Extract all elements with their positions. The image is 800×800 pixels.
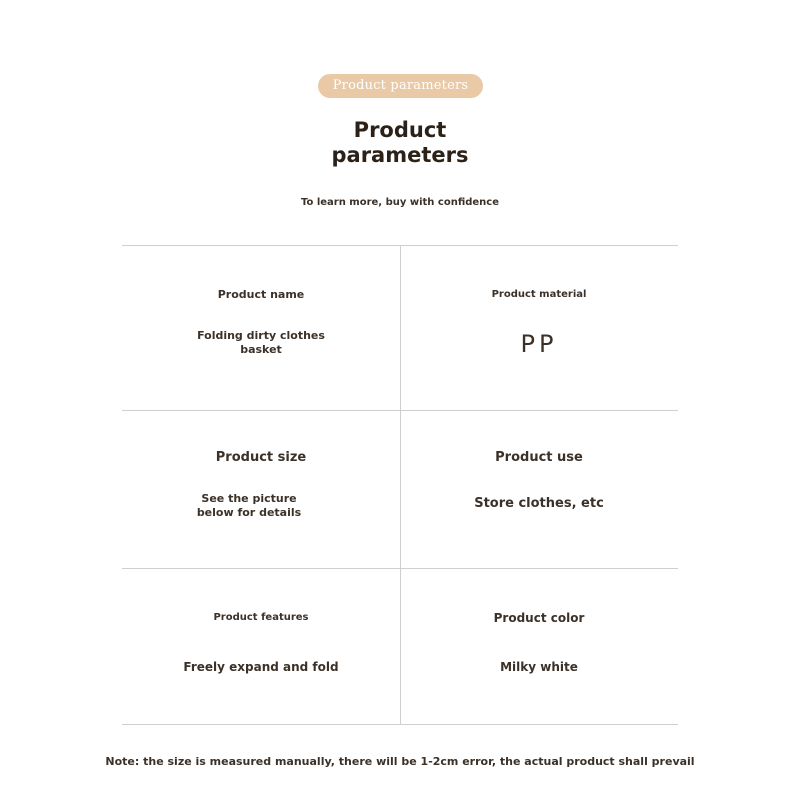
param-label: Product size [215, 450, 307, 465]
param-cell-product-features [122, 568, 400, 724]
param-value-line-1: Folding dirty clothes [197, 329, 325, 342]
param-cell-product-name [122, 245, 400, 410]
param-value-line-2: basket [240, 343, 282, 356]
param-value: Milky white [500, 660, 578, 674]
param-cell-product-use [400, 410, 678, 568]
page-subtitle: To learn more, buy with confidence [300, 197, 500, 208]
page-title [250, 118, 550, 168]
param-value [110, 492, 388, 520]
footer-note: Note: the size is measured manually, there will be 1-2cm error, the actual product shall prevail [105, 755, 695, 768]
param-value: PP [520, 330, 558, 358]
param-label: Product material [491, 289, 587, 300]
parameters-table [122, 245, 678, 725]
param-label: Product use [495, 450, 583, 465]
param-value [122, 329, 400, 357]
param-cell-product-size [122, 410, 400, 568]
section-badge: Product parameters [318, 74, 483, 98]
param-value-line-1: See the picture [201, 492, 297, 505]
param-value: Store clothes, etc [474, 496, 604, 511]
param-value: Freely expand and fold [183, 660, 339, 674]
title-line-1: Product [353, 118, 447, 142]
param-cell-product-material [400, 245, 678, 410]
param-label: Product features [213, 612, 309, 623]
param-value-line-2: below for details [196, 506, 302, 519]
param-label: Product color [493, 611, 585, 625]
param-cell-product-color [400, 568, 678, 724]
title-line-2: parameters [331, 143, 469, 167]
param-label: Product name [217, 288, 305, 301]
